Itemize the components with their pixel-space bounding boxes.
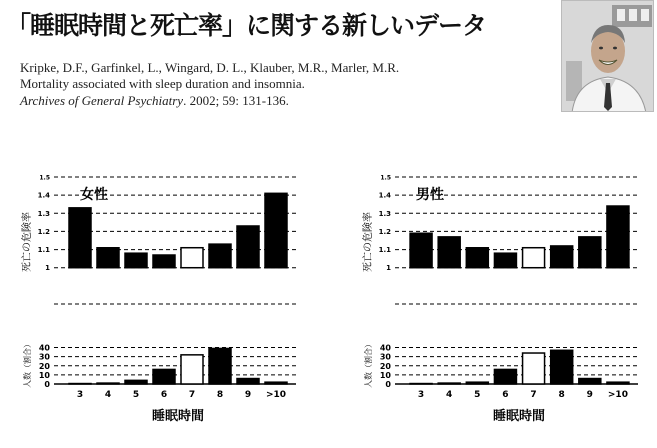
population-tick-label: 0 bbox=[385, 380, 391, 389]
risk-bar-6 bbox=[494, 253, 516, 268]
risk-bar-7 bbox=[181, 248, 203, 268]
risk-axis-label: 死亡の危険率 bbox=[22, 212, 33, 272]
risk-tick-label: 1.2 bbox=[37, 227, 50, 236]
x-tick-label: 3 bbox=[76, 390, 84, 400]
population-tick-label: 40 bbox=[38, 343, 50, 353]
population-bar-5 bbox=[466, 382, 488, 384]
risk-tick-label: 1.4 bbox=[378, 191, 391, 200]
x-tick-label: 8 bbox=[558, 390, 565, 400]
x-axis-label: 睡眠時間 bbox=[151, 409, 205, 424]
population-bar->10 bbox=[607, 382, 629, 384]
x-tick-label: 6 bbox=[160, 390, 168, 400]
population-tick-label: 20 bbox=[38, 361, 50, 371]
population-bar-5 bbox=[125, 380, 147, 384]
risk-bar-4 bbox=[438, 237, 460, 268]
risk-axis-label: 死亡の危険率 bbox=[363, 212, 374, 272]
population-bar-8 bbox=[209, 348, 231, 384]
chart-female bbox=[20, 175, 296, 425]
citation-paper-title: Mortality associated with sleep duration and insomnia. bbox=[20, 76, 305, 91]
risk-tick-label: 1 bbox=[386, 264, 391, 273]
risk-bar->10 bbox=[607, 206, 629, 268]
risk-tick-label: 1.3 bbox=[378, 209, 391, 218]
x-tick-label: >10 bbox=[607, 390, 628, 400]
population-axis-label: 人数（割合） bbox=[23, 340, 32, 388]
risk-bar-5 bbox=[466, 248, 488, 268]
population-bar-7 bbox=[181, 355, 203, 384]
x-axis-label: 睡眠時間 bbox=[492, 409, 546, 424]
risk-bar-4 bbox=[97, 248, 119, 268]
x-tick-label: 3 bbox=[417, 390, 425, 400]
panel-title: 女性 bbox=[80, 187, 108, 203]
population-bar-4 bbox=[438, 383, 460, 384]
risk-tick-label: 1.3 bbox=[37, 209, 50, 218]
x-tick-label: 4 bbox=[446, 390, 453, 400]
risk-tick-label: 1.5 bbox=[39, 174, 50, 182]
population-tick-label: 0 bbox=[44, 380, 50, 389]
risk-bar-5 bbox=[125, 253, 147, 268]
population-axis-label: 人数（割合） bbox=[364, 340, 373, 388]
risk-bar-3 bbox=[410, 233, 432, 267]
risk-tick-label: 1.1 bbox=[378, 246, 391, 255]
population-tick-label: 10 bbox=[379, 370, 391, 380]
population-bar-9 bbox=[237, 379, 259, 384]
risk-tick-label: 1.5 bbox=[380, 174, 391, 182]
population-bar->10 bbox=[265, 382, 287, 384]
x-tick-label: 7 bbox=[188, 390, 196, 400]
population-tick-label: 30 bbox=[379, 352, 391, 362]
risk-tick-label: 1 bbox=[45, 264, 50, 273]
population-bar-7 bbox=[523, 353, 545, 384]
risk-bar-9 bbox=[237, 226, 259, 268]
risk-tick-label: 1.1 bbox=[37, 246, 50, 255]
journal-name: Archives of General Psychiatry bbox=[20, 93, 184, 108]
x-tick-label: 5 bbox=[132, 390, 140, 400]
risk-bar->10 bbox=[265, 193, 287, 267]
citation-authors: Kripke, D.F., Garfinkel, L., Wingard, D. L., Klauber, M.R., Marler, M.R. bbox=[20, 60, 400, 75]
population-bar-6 bbox=[494, 369, 516, 384]
x-tick-label: 6 bbox=[502, 390, 509, 400]
risk-bar-6 bbox=[153, 255, 175, 268]
population-tick-label: 10 bbox=[38, 370, 50, 380]
panel-title: 男性 bbox=[416, 187, 444, 203]
x-tick-label: 5 bbox=[474, 390, 481, 400]
x-tick-label: >10 bbox=[265, 390, 287, 400]
population-tick-label: 20 bbox=[379, 361, 391, 371]
x-tick-label: 9 bbox=[244, 390, 252, 400]
x-tick-label: 7 bbox=[530, 390, 537, 400]
risk-tick-label: 1.2 bbox=[378, 227, 391, 236]
risk-bar-8 bbox=[209, 244, 231, 268]
x-tick-label: 9 bbox=[586, 390, 593, 400]
population-tick-label: 40 bbox=[379, 343, 391, 353]
population-tick-label: 30 bbox=[38, 352, 50, 362]
population-bar-6 bbox=[153, 369, 175, 384]
x-tick-label: 4 bbox=[104, 390, 112, 400]
population-bar-8 bbox=[551, 350, 573, 384]
risk-tick-label: 1.4 bbox=[37, 191, 50, 200]
risk-bar-9 bbox=[579, 237, 601, 268]
risk-bar-8 bbox=[551, 246, 573, 268]
population-bar-9 bbox=[579, 379, 601, 384]
x-tick-label: 8 bbox=[216, 390, 224, 400]
chart-male bbox=[361, 175, 638, 425]
page-title: 「睡眠時間と死亡率」に関する新しいデータ bbox=[6, 11, 487, 40]
risk-bar-3 bbox=[69, 208, 91, 268]
journal-details: . 2002; 59: 131-136. bbox=[183, 93, 289, 108]
risk-bar-7 bbox=[523, 248, 545, 268]
population-bar-4 bbox=[97, 383, 119, 384]
